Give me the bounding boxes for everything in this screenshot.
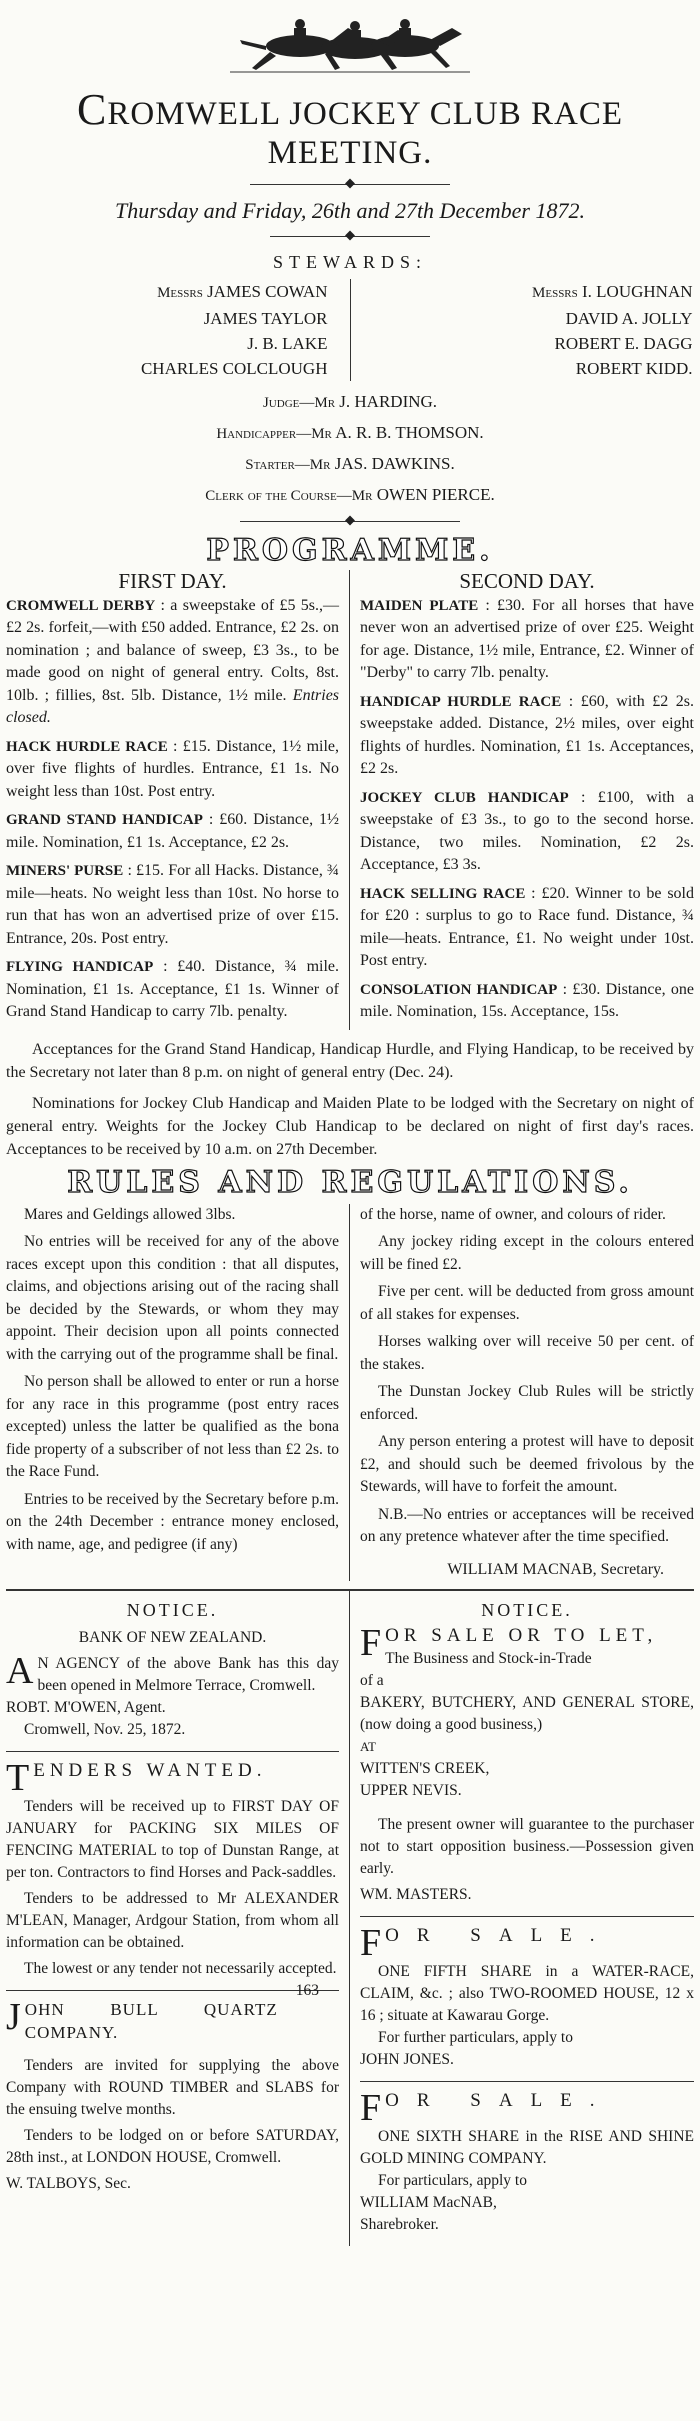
- racehorses-engraving: [230, 6, 470, 76]
- official-judge: Judge—Mr J. HARDING.: [262, 392, 438, 411]
- first-day-heading: FIRST DAY.: [118, 569, 227, 593]
- note-acceptances: Acceptances for the Grand Stand Handicap, Handicap Hurdle, and Flying Handicap, to be received by the Secretary not later than 8 p.m. on night of general entry (Dec. 24).: [6, 1040, 694, 1081]
- second-day-heading: SECOND DAY.: [459, 569, 595, 593]
- race-consolation: CONSOLATION HANDICAP : £30. Distance, one mile. Nomination, 15s. Acceptance, 15s.: [360, 980, 694, 1020]
- race-maiden-plate: MAIDEN PLATE : £30. For all horses that have never won an advertised prize of over £25. Weight for age. Distance, 1½ mile, Entrance, £2. Winner of "Derby" to carry 7lb. penalty.: [360, 596, 694, 681]
- race-hack-selling: HACK SELLING RACE : £20. Winner to be sold for £20 : surplus to go to Race fund. Distance, ¾ mile—heats. Entrance, £1. No weight under 10st. Post entry.: [360, 884, 694, 969]
- secretary-signature: WILLIAM MACNAB, Secretary.: [447, 1560, 664, 1578]
- ornamental-rule: [250, 178, 450, 190]
- rules-heading: RULES AND REGULATIONS.: [67, 1164, 633, 1200]
- second-day-column: [350, 570, 694, 1030]
- race-cromwell-derby: CROMWELL DERBY : a sweepstake of £5 5s.,—£2 2s. forfeit,—with £50 added. Entrance, £2 2s. on nomination ; and balance of sweep, £3 3s., to be made good on night of general entry. Colts, 8st. 10lb. ; fillies, 8st. 5lb. Distance, 1½ mile. Entries closed.: [6, 596, 340, 726]
- race-hack-hurdle: HACK HURDLE RACE : £15. Distance, 1½ mile, over five flights of hurdles. Entrance, £1 1s. No weight less than 10st. Post entry.: [6, 737, 340, 800]
- stewards-left: Messrs JAMES COWAN JAMES TAYLOR J. B. LAKE CHARLES COLCLOUGH: [8, 279, 351, 381]
- ad-tenders-wanted: TENDERS WANTED. Tenders will be received up to FIRST DAY OF JANUARY for PACKING SIX MILES OF FENCING MATERIAL to top of Dunstan Range, at per ton. Contractors to find Horses and Pack-saddles. Tenders to be addressed to Mr ALEXANDER M'LEAN, Manager, Ardgour Station, from whom all information can be obtained. The lowest or any tender not necessarily accepted. 163: [6, 1752, 339, 1991]
- advertisements: [6, 1589, 694, 2246]
- race-flying-handicap: FLYING HANDICAP : £40. Distance, ¾ mile. Nomination, £1 1s. Acceptance, £1 1s. Winner of Grand Stand Handicap to carry 7lb. penalty.: [6, 958, 339, 1020]
- ad-sale-or-let: NOTICE. FOR SALE OR TO LET, The Business and Stock-in-Trade of a BAKERY, BUTCHERY, AND GENERAL STORE, (now doing a good business,) AT WITTEN'S CREEK, UPPER NEVIS. The present owner will guarantee to the purchaser not to start opposition business.—Possession given early. WM. MASTERS.: [360, 1591, 694, 1917]
- ad-for-sale-mining-share: FOR SALE. ONE SIXTH SHARE in the RISE AND SHINE GOLD MINING COMPANY. For particulars, apply to WILLIAM MacNAB, Sharebroker.: [360, 2087, 694, 2233]
- note-nominations: Nominations for Jockey Club Handicap and Maiden Plate to be lodged with the Secretary on night of general entry. Weights for the Jockey Club Handicap to be declared on night of first day's races. Acceptances to be received by 10 a.m. on 27th December.: [6, 1094, 694, 1158]
- stewards-right: Messrs I. LOUGHNAN DAVID A. JOLLY ROBERT E. DAGG ROBERT KIDD.: [532, 282, 693, 378]
- race-jockey-club: JOCKEY CLUB HANDICAP : £100, with a sweepstake of £3 3s., to go to the second horse. Distance, two miles. Nomination, £2 2s. Acceptance, £3 3s.: [360, 788, 695, 873]
- official-clerk: Clerk of the Course—Mr OWEN PIERCE.: [205, 485, 495, 504]
- ads-left-column: [6, 1591, 350, 2246]
- ornamental-rule: [240, 515, 460, 527]
- ad-for-sale-water-race: FOR SALE. ONE FIFTH SHARE in a WATER-RACE, CLAIM, &c. ; also TWO-ROOMED HOUSE, 12 x 16 ; situate at Kawarau Gorge. For further particulars, apply to JOHN JONES.: [360, 1917, 694, 2082]
- rules-left: Mares and Geldings allowed 3lbs. No entries will be received for any of the above races except upon this condition : that all disputes, claims, and objections arising out of the racing shall be decided by the Stewards, or whom they may appoint. Their decision upon all points connected with the carrying out of the programme shall be final. No person shall be allowed to enter or run a horse for any race in this programme (post entry races excepted) unless the latter be qualified as the bona fide property of a subscriber of not less than £2 2s. to the Race Fund. Entries to be received by the Secretary before p.m. on the 24th December : entrance money enclosed, with name, age, and pedigree (if any): [6, 1204, 350, 1582]
- programme-heading: PROGRAMME.: [206, 533, 494, 568]
- ornamental-rule: [270, 230, 430, 242]
- page-title: CROMWELL JOCKEY CLUB RACE MEETING.: [77, 85, 623, 171]
- race-handicap-hurdle: HANDICAP HURDLE RACE : £60, with £2 2s. sweepstake added. Distance, 2½ miles, over eight flights of hurdles. Nomination, £1 1s. Acceptances, £2 2s.: [360, 692, 694, 777]
- meeting-dates: Thursday and Friday, 26th and 27th December 1872.: [115, 198, 585, 223]
- ads-right-column: [350, 1591, 694, 2246]
- race-grand-stand: GRAND STAND HANDICAP : £60. Distance, 1½ mile. Nomination, £1 1s. Acceptance, £2 2s.: [6, 811, 340, 851]
- ad-bank-notice: NOTICE. BANK OF NEW ZEALAND. A N AGENCY of the above Bank has this day been opened in Melmore Terrace, Cromwell. ROBT. M'OWEN, Agent. Cromwell, Nov. 25, 1872.: [6, 1591, 339, 1752]
- programme-notes: [6, 1038, 694, 1161]
- newspaper-page: [0, 6, 700, 2421]
- official-handicapper: Handicapper—Mr A. R. B. THOMSON.: [216, 423, 484, 442]
- programme-columns: [6, 570, 694, 1030]
- stewards-heading: STEWARDS:: [272, 252, 427, 272]
- official-starter: Starter—Mr JAS. DAWKINS.: [245, 454, 455, 473]
- race-miners-purse: MINERS' PURSE : £15. For all Hacks. Distance, ¾ mile—heats. No weight less than 10st. No horse to run that has won an advertised prize of over £15. Entrance, 20s. Post entry.: [6, 862, 340, 947]
- rules-right: of the horse, name of owner, and colours of rider. Any jockey riding except in the colours entered will be fined £2. Five per cent. will be deducted from gross amount of all stakes for expenses. Horses walking over will receive 50 per cent. of the stakes. The Dunstan Jockey Club Rules will be strictly enforced. Any person entering a protest will have to deposit £2, and should such be deemed frivolous by the Stewards, will have to forfeit the amount. N.B.—No entries or acceptances will be received on any pretence whatever after the time specified. WILLIAM MACNAB, Secretary.: [350, 1204, 694, 1582]
- rules-columns: [6, 1204, 694, 1582]
- ad-john-bull-quartz: JOHN BULL QUARTZ COMPANY. Tenders are invited for supplying the above Company with ROUND TIMBER and SLABS for the ensuing twelve months. Tenders to be lodged on or before SATURDAY, 28th inst., at LONDON HOUSE, Cromwell. W. TALBOYS, Sec.: [6, 1996, 339, 2192]
- stewards-list: [6, 279, 694, 381]
- first-day-column: [6, 570, 350, 1030]
